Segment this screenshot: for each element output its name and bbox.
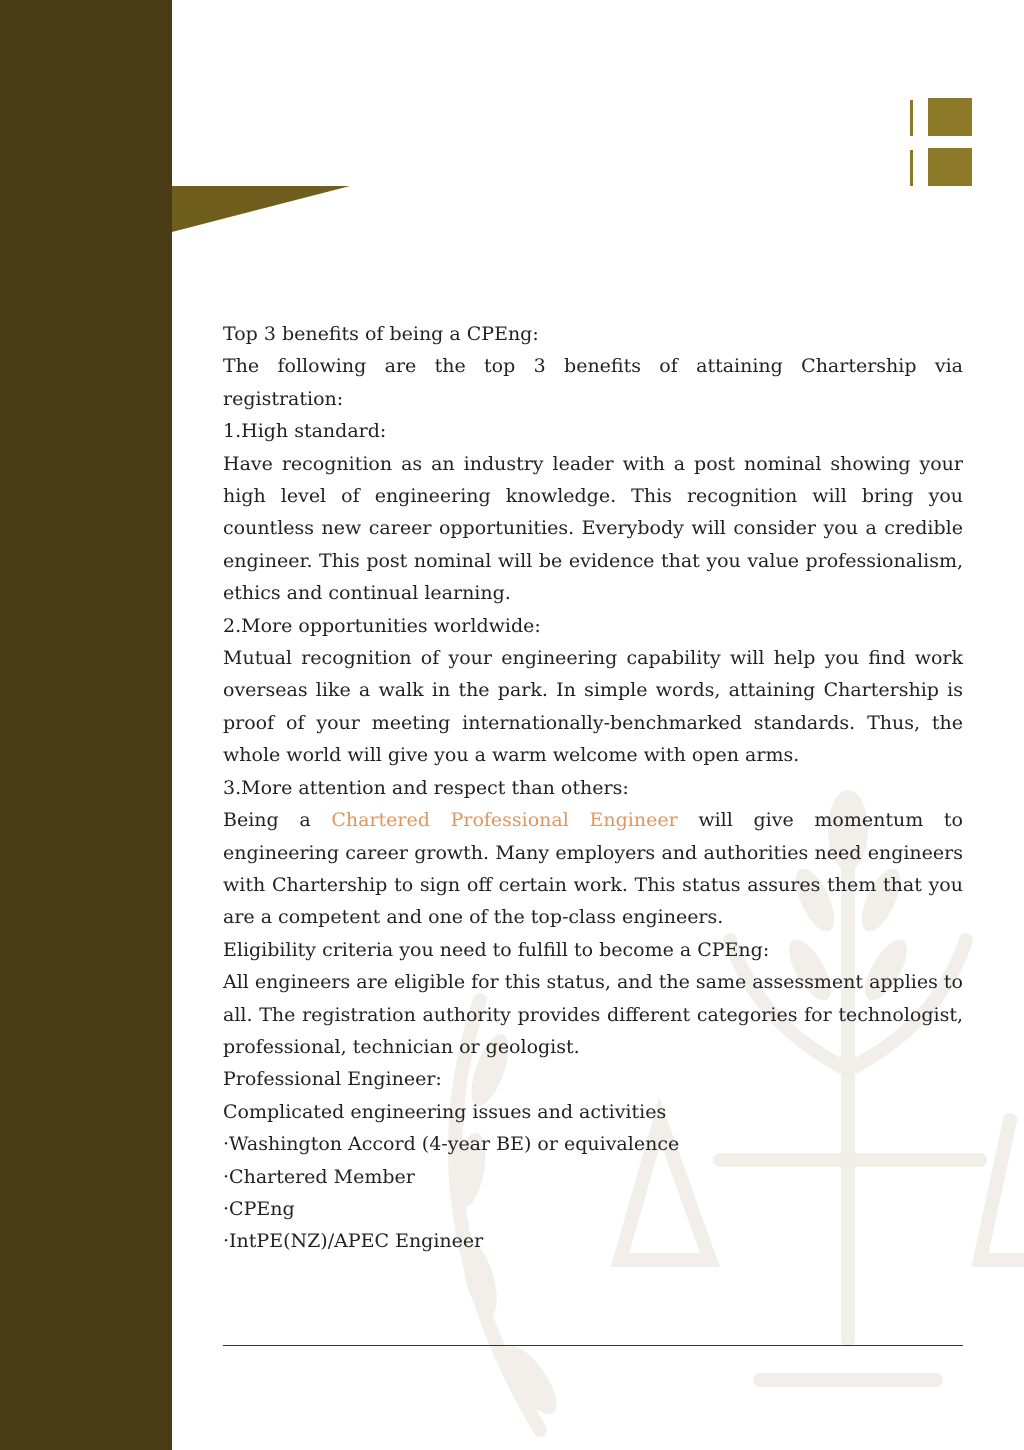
list-item: ·CPEng <box>223 1197 295 1220</box>
benefit-1-title: 1.High standard: <box>223 420 387 443</box>
benefit-2-title: 2.More opportunities worldwide: <box>223 614 541 637</box>
list-item: ·IntPE(NZ)/APEC Engineer <box>223 1230 484 1253</box>
section-heading: Top 3 benefits of being a CPEng: <box>223 323 539 345</box>
chartered-professional-engineer-link[interactable]: Chartered Professional Engineer <box>331 809 678 832</box>
article-body <box>223 318 963 1258</box>
eligibility-title: Eligibility criteria you need to fulfill to become a CPEng: <box>223 938 770 961</box>
benefit-3-body <box>223 804 963 934</box>
footer-divider <box>223 1345 963 1346</box>
list-item: ·Chartered Member <box>223 1165 415 1188</box>
benefit-3-body-end: will give momentum to engineering career growth. Many employers and authorities need engineers with Chartership to sign off certain work. This status assures them that you are a competent and one of the top-class engineers. <box>223 809 963 929</box>
benefit-1-body: Have recognition as an industry leader with a post nominal showing your high level of engineering knowledge. This recognition will bring you countless new career opportunities. Everybody will consider you a credible engineer. This post nominal will be evidence that you value professionalism, ethics and continual learning. <box>223 452 963 605</box>
professional-title: Professional Engineer: <box>223 1068 442 1091</box>
sidebar-band <box>0 0 172 1450</box>
decorative-wedge <box>172 186 350 232</box>
eligibility-body: All engineers are eligible for this status, and the same assessment applies to all. The registration authority provides different categories for technologist, professional, technician or geologist. <box>223 971 963 1058</box>
benefit-3-body-start: Being a <box>223 809 332 832</box>
professional-subtitle: Complicated engineering issues and activities <box>223 1100 667 1123</box>
list-item: ·Washington Accord (4-year BE) or equivalence <box>223 1133 680 1156</box>
benefit-2-body: Mutual recognition of your engineering capability will help you find work overseas like a walk in the park. In simple words, attaining Chartership is proof of your meeting internationally-benchmarked standards. Thus, the whole world will give you a warm welcome with open arms. <box>223 647 963 767</box>
corner-logo-mark <box>908 98 974 190</box>
benefit-3-title: 3.More attention and respect than others: <box>223 776 629 799</box>
intro-paragraph: The following are the top 3 benefits of attaining Chartership via registration: <box>223 355 963 410</box>
